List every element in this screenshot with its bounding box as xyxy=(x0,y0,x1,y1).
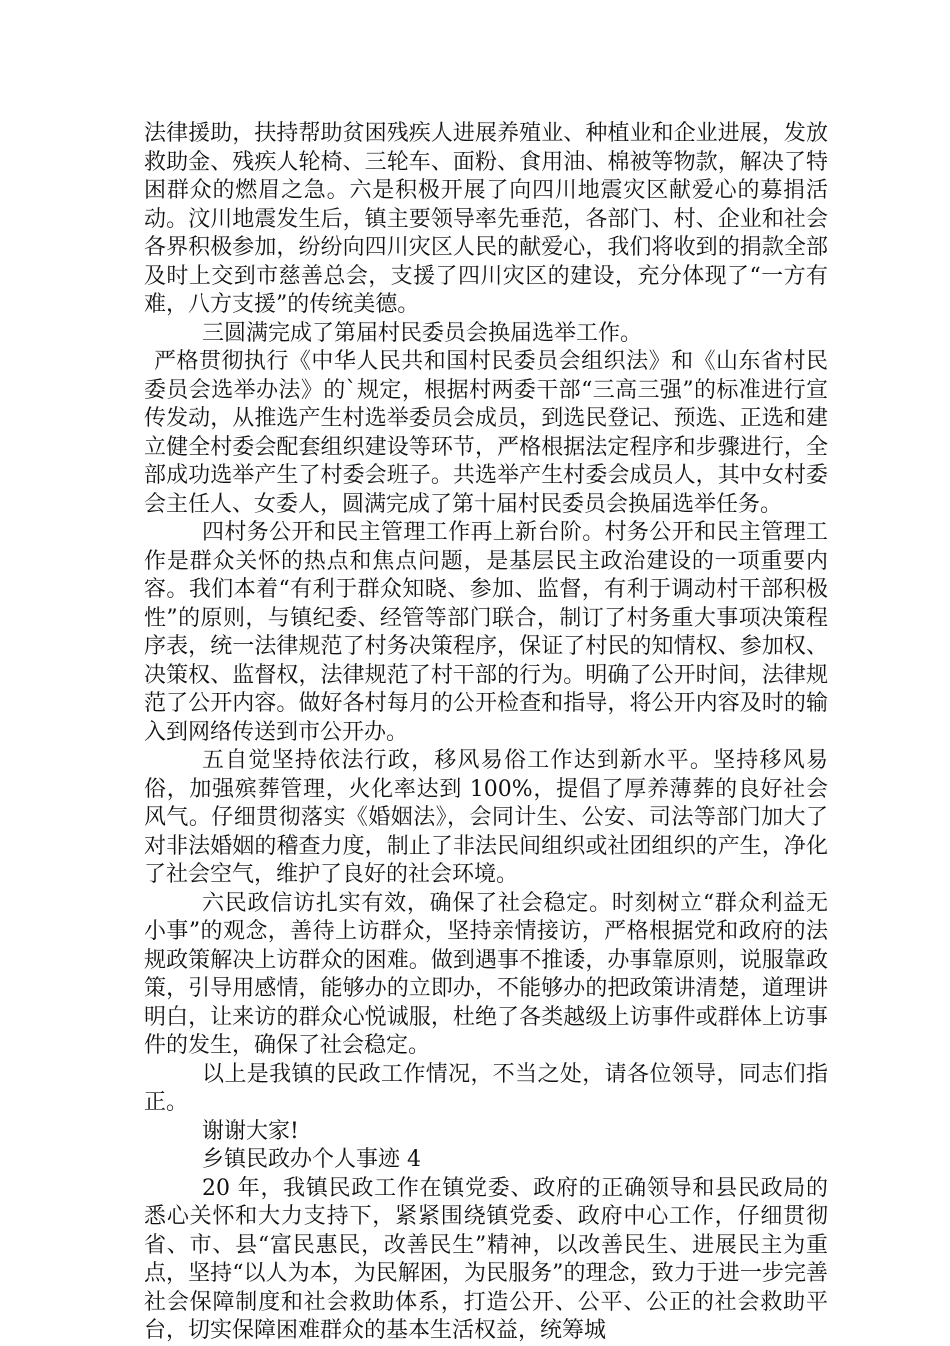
paragraph-7: 以上是我镇的民政工作情况，不当之处，请各位领导，同志们指正。 xyxy=(144,1061,828,1115)
paragraph-2: 三圆满完成了第届村民委员会换届选举工作。 xyxy=(202,320,643,346)
paragraph-1: 法律援助，扶持帮助贫困残疾人进展养殖业、种植业和企业进展，发放救助金、残疾人轮椅、三轮车、面粉、食用油、棉被等物款，解决了特困群众的燃眉之急。六是积极开展了向四川地震灾区献爱心的募捐活动。汶川地震发生后，镇主要领导率先垂范，各部门、村、企业和社会各界积极参加，纷纷向四川灾区人民的献爱心，我们将收到的捐款全部及时上交到市慈善总会，支援了四川灾区的建设，充分体现了“一方有难，八方支援”的传统美德。 xyxy=(144,121,828,317)
paragraph-5: 五自觉坚持依法行政，移风易俗工作达到新水平。坚持移风易俗，加强殡葬管理，火化率达到 100%，提倡了厚养薄葬的良好社会风气。仔细贯彻落实《婚姻法》，会同计生、公安、司法等部门加大了对非法婚姻的稽查力度，制止了非法民间组织或社团组织的产生，净化了社会空气，维护了良好的社会环境。 xyxy=(144,748,828,887)
section-heading: 乡镇民政办个人事迹 4 xyxy=(202,1147,421,1172)
document-body xyxy=(144,120,828,1346)
paragraph-6: 六民政信访扎实有效，确保了社会稳定。时刻树立“群众利益无小事”的观念，善待上访群众，坚持亲情接访，严格根据党和政府的法规政策解决上访群众的困难。做到遇事不推诿，办事靠原则，说服靠政策，引导用感情，能够办的立即办，不能够办的把政策讲清楚，道理讲明白，让来访的群众心悦诚服，杜绝了各类越级上访事件或群体上访事件的发生，确保了社会稳定。 xyxy=(144,890,828,1058)
paragraph-3: 严格贯彻执行《中华人民共和国村民委员会组织法》和《山东省村民委员会选举办法》的`规定，根据村两委干部“三高三强”的标准进行宣传发动，从推选产生村选举委员会成员，到选民登记、预选、正选和建立健全村委会配套组织建设等环节，严格根据法定程序和步骤进行，全部成功选举产生了村委会班子。共选举产生村委会成员人，其中女村委会主任人、女委人，圆满完成了第十届村民委员会换届选举任务。 xyxy=(144,349,828,517)
paragraph-8: 谢谢大家! xyxy=(202,1118,299,1144)
paragraph-9: 20 年，我镇民政工作在镇党委、政府的正确领导和县民政局的悉心关怀和大力支持下，紧紧围绕镇党委、政府中心工作，仔细贯彻省、市、县“富民惠民，改善民生”精神，以改善民生、进展民主为重点，坚持“以人为本，为民解困，为民服务”的理念，致力于进一步完善社会保障制度和社会救助体系，打造公开、公平、公正的社会救助平台，切实保障困难群众的基本生活权益，统筹城 xyxy=(144,1175,828,1343)
paragraph-4: 四村务公开和民主管理工作再上新台阶。村务公开和民主管理工作是群众关怀的热点和焦点问题，是基层民主政治建设的一项重要内容。我们本着“有利于群众知晓、参加、监督，有利于调动村干部积极性”的原则，与镇纪委、经管等部门联合，制订了村务重大事项决策程序表，统一法律规范了村务决策程序，保证了村民的知情权、参加权、决策权、监督权，法律规范了村干部的行为。明确了公开时间，法律规范了公开内容。做好各村每月的公开检查和指导，将公开内容及时的输入到网络传送到市公开办。 xyxy=(144,520,828,745)
